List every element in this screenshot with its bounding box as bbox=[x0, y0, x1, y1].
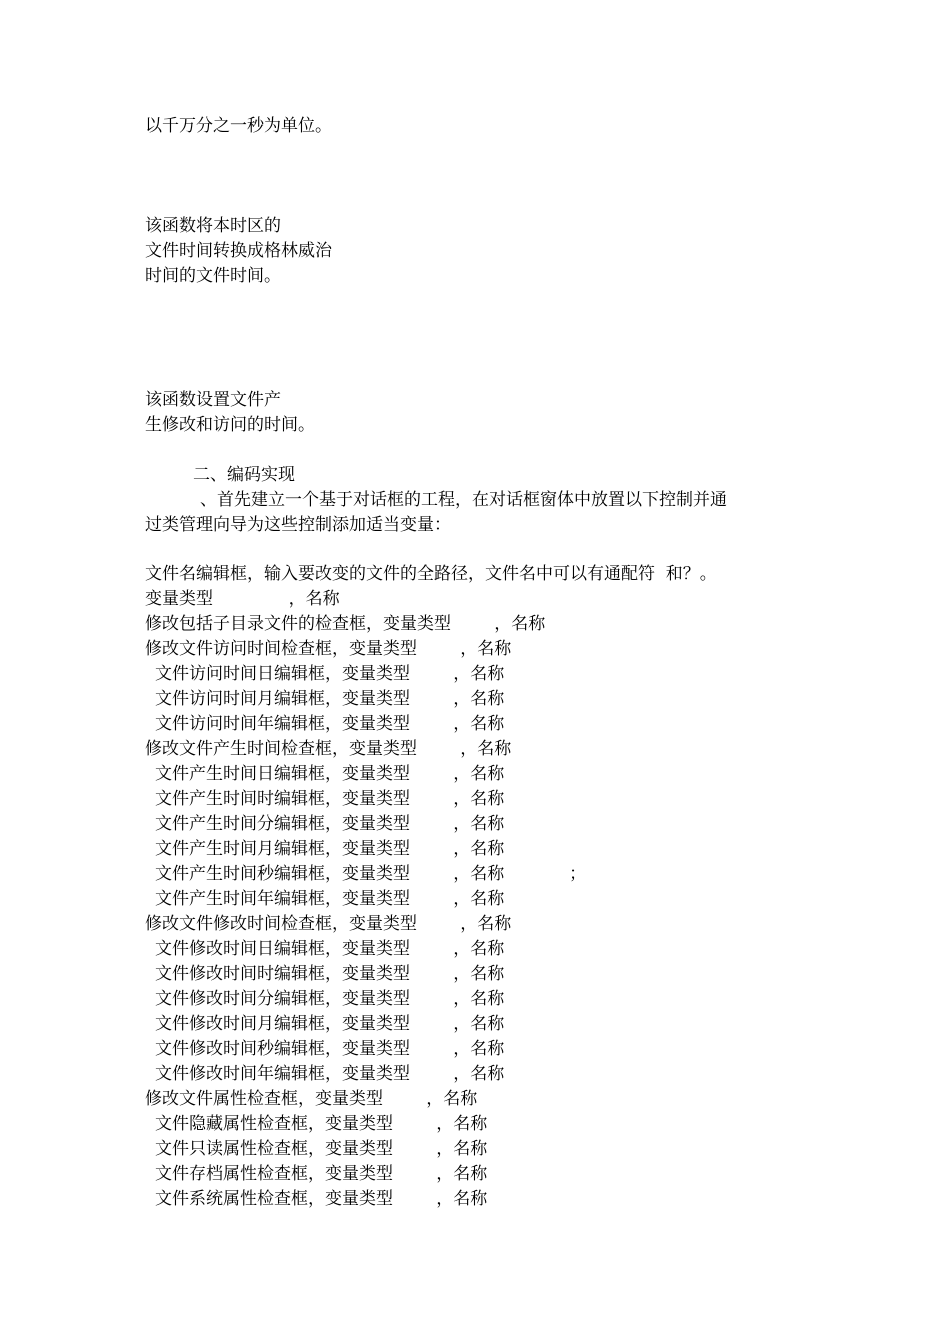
control-line: 文件隐藏属性检查框，变量类型 ，名称 bbox=[155, 1114, 488, 1134]
control-line: 文件产生时间秒编辑框，变量类型 ，名称 ； bbox=[155, 864, 587, 884]
section-para-line2: 过类管理向导为这些控制添加适当变量： bbox=[145, 515, 451, 535]
control-line: 文件修改时间年编辑框，变量类型 ，名称 bbox=[155, 1064, 505, 1084]
control-line: 修改包括子目录文件的检查框，变量类型 ，名称 bbox=[145, 614, 546, 634]
control-line: 文件产生时间月编辑框，变量类型 ，名称 bbox=[155, 839, 505, 859]
control-line: 文件修改时间月编辑框，变量类型 ，名称 bbox=[155, 1014, 505, 1034]
control-line: 文件产生时间分编辑框，变量类型 ，名称 bbox=[155, 814, 505, 834]
control-line: 修改文件属性检查框，变量类型 ，名称 bbox=[145, 1089, 478, 1109]
control-line: 文件访问时间月编辑框，变量类型 ，名称 bbox=[155, 689, 505, 709]
control-line: 文件修改时间秒编辑框，变量类型 ，名称 bbox=[155, 1039, 505, 1059]
control-line: 文件存档属性检查框，变量类型 ，名称 bbox=[155, 1164, 488, 1184]
control-line: 文件产生时间年编辑框，变量类型 ，名称 bbox=[155, 889, 505, 909]
intro-line: 以千万分之一秒为单位。 bbox=[145, 116, 332, 136]
section-para-line1: 、首先建立一个基于对话框的工程，在对话框窗体中放置以下控制并通 bbox=[200, 490, 727, 510]
control-line: 文件只读属性检查框，变量类型 ，名称 bbox=[155, 1139, 488, 1159]
section-heading: 二、编码实现 bbox=[193, 465, 295, 485]
control-line: 文件访问时间年编辑框，变量类型 ，名称 bbox=[155, 714, 505, 734]
control-line: 修改文件产生时间检查框，变量类型 ，名称 bbox=[145, 739, 512, 759]
control-line: 文件修改时间分编辑框，变量类型 ，名称 bbox=[155, 989, 505, 1009]
func1-line3: 时间的文件时间。 bbox=[145, 266, 281, 286]
control-line: 修改文件修改时间检查框，变量类型 ，名称 bbox=[145, 914, 512, 934]
control-line: 文件修改时间日编辑框，变量类型 ，名称 bbox=[155, 939, 505, 959]
control-line: 修改文件访问时间检查框，变量类型 ，名称 bbox=[145, 639, 512, 659]
control-line: 文件产生时间日编辑框，变量类型 ，名称 bbox=[155, 764, 505, 784]
func1-line1: 该函数将本时区的 bbox=[145, 216, 281, 236]
func2-line1: 该函数设置文件产 bbox=[145, 390, 281, 410]
func2-line2: 生修改和访问的时间。 bbox=[145, 415, 315, 435]
func1-line2: 文件时间转换成格林威治 bbox=[145, 241, 332, 261]
control-line: 变量类型 ，名称 bbox=[145, 589, 340, 609]
control-line: 文件系统属性检查框，变量类型 ，名称 bbox=[155, 1189, 488, 1209]
control-line: 文件名编辑框，输入要改变的文件的全路径，文件名中可以有通配符 和？。 bbox=[145, 564, 717, 584]
control-line: 文件产生时间时编辑框，变量类型 ，名称 bbox=[155, 789, 505, 809]
control-line: 文件访问时间日编辑框，变量类型 ，名称 bbox=[155, 664, 505, 684]
control-line: 文件修改时间时编辑框，变量类型 ，名称 bbox=[155, 964, 505, 984]
